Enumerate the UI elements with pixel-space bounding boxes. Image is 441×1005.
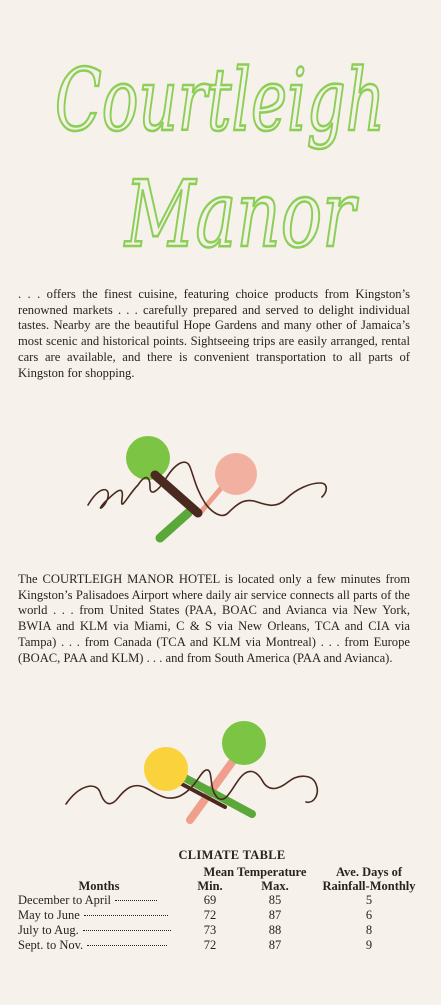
row-rain: 9 — [365, 938, 373, 952]
row-months: December to April — [18, 893, 112, 907]
green-ball-icon — [126, 436, 170, 480]
dot-leader — [83, 930, 171, 931]
decorative-illustration-1 — [0, 425, 441, 555]
row-rain: 5 — [365, 893, 373, 907]
row-max: 87 — [268, 908, 282, 922]
row-min: 72 — [203, 938, 217, 952]
max-header: Max. — [261, 879, 289, 893]
climate-table-section — [18, 848, 418, 953]
row-rain: 6 — [365, 908, 373, 922]
row-months: July to Aug. — [18, 923, 79, 937]
table-row — [18, 938, 418, 953]
dot-leader — [87, 945, 167, 946]
table-row — [18, 893, 418, 908]
green-stem — [160, 513, 188, 538]
min-header: Min. — [197, 879, 223, 893]
table-row — [18, 923, 418, 938]
table-row — [18, 908, 418, 923]
rainfall-header-line2: Rainfall-Monthly — [322, 879, 416, 893]
pink-ball-icon — [215, 453, 257, 495]
row-max: 88 — [268, 923, 282, 937]
hotel-title-script — [0, 18, 441, 268]
dot-leader — [115, 900, 157, 901]
rainfall-header-line1: Ave. Days of — [335, 865, 403, 879]
swirl-line — [66, 770, 317, 804]
climate-table-title: CLIMATE TABLE — [178, 848, 286, 862]
row-min: 73 — [203, 923, 217, 937]
decorative-illustration-2 — [0, 712, 441, 832]
title-line-1: Courtleigh — [55, 51, 385, 151]
row-months: May to June — [18, 908, 80, 922]
dot-leader — [84, 915, 168, 916]
row-min: 69 — [203, 893, 217, 907]
row-rain: 8 — [365, 923, 373, 937]
location-paragraph: The COURTLEIGH MANOR HOTEL is located only a few minutes from Kingston’s Palisadoes Airport where daily air service connects all parts of the world . . . from United States (PAA, BOAC and Avianca via New York, BWIA and KLM via Miami, C & S via New Orleans, TCA and CIA via Tampa) . . . from Canada (TCA and KLM via Montreal) . . . from Europe (BOAC, PAA and KLM) . . . and from South America (PAA and Avianca). — [18, 572, 410, 665]
intro-paragraph: . . . offers the finest cuisine, featuring choice products from Kingston’s renowned markets . . . carefully prepared and served to delight individual tastes. Nearby are the beautiful Hope Gardens and many other of Jamaica’s most scenic and historical points. Sightseeing trips are easily arranged, rental cars are available, and there is convenient transportation to all parts of Kingston for shopping. — [18, 287, 410, 380]
green-ball-icon — [222, 721, 266, 765]
months-header: Months — [78, 879, 120, 893]
row-min: 72 — [203, 908, 217, 922]
row-max: 85 — [268, 893, 282, 907]
climate-table — [18, 865, 418, 953]
mean-temperature-header: Mean Temperature — [203, 865, 307, 879]
title-line-2: Manor — [123, 161, 359, 268]
row-months: Sept. to Nov. — [18, 938, 84, 952]
row-max: 87 — [268, 938, 282, 952]
brown-stem — [155, 475, 198, 513]
yellow-ball-icon — [144, 747, 188, 791]
